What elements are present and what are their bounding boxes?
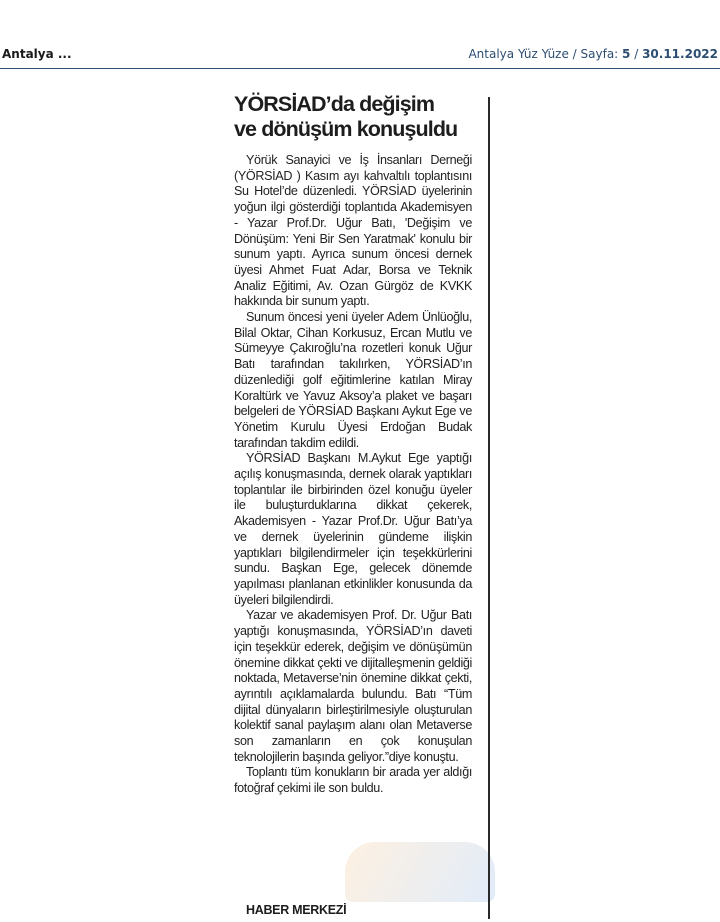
article-paragraph-5: Toplantı tüm konukların bir arada yer aldığı fotoğraf çekimi ile son buldu. xyxy=(234,765,472,796)
article-byline: HABER MERKEZİ xyxy=(246,903,347,917)
column-divider xyxy=(488,97,490,919)
page-header xyxy=(0,0,720,70)
article-paragraph-4: Yazar ve akademisyen Prof. Dr. Uğur Batı yaptığı konuşmasında, YÖRSİAD’ın daveti için teşekkür ederek, değişim ve dönüşümün önemine dikkat çekti ve dijitalleşmenin geldiği noktada, Metaverse’nin önemine dikkat çekti, ayrıntılı açıklamalarda bulundu. Batı “Tüm dijital dünyaların birleştirilmesiyle oluşturulan kolektif sanal paylaşım alanı olan Metaverse son zamanların en çok konuşulan teknolojilerin başında geliyor.”diye konuştu. xyxy=(234,608,472,764)
header-date: 30.11.2022 xyxy=(642,47,718,61)
headline-line-1: YÖRSİAD’da değişim xyxy=(234,92,435,116)
header-location: Antalya ... xyxy=(2,47,72,61)
header-divider xyxy=(0,68,720,69)
header-source-info xyxy=(468,47,718,61)
article-paragraph-3: YÖRSİAD Başkanı M.Aykut Ege yaptığı açılış konuşmasında, dernek olarak yaptıkları toplantılar ile birbirinden özel konuğu üyeler ile buluşturduklarına dikkat çekerek, Akademisyen - Yazar Prof.Dr. Uğur Batı’ya ve dernek üyelerinin gündeme ilişkin yaptıkları bilgilendirmeler için teşekkürlerini sundu. Başkan Ege, gelecek dönemde yapılması planlanan etkinlikler konusunda da üyeleri bilgilendirdi. xyxy=(234,451,472,607)
header-date-separator: / xyxy=(630,47,643,61)
article-paragraph-1: Yörük Sanayici ve İş İnsanları Derneği (YÖRSİAD ) Kasım ayı kahvaltılı toplantısını Su Hotel’de düzenledi. YÖRSİAD üyelerinin yoğun ilgi gösterdiği toplantıda Akademisyen - Yazar Prof.Dr. Uğur Batı, 'Değişim ve Dönüşüm: Yeni Bir Sen Yaratmak' konulu bir sunum yaptı. Ayrıca sunum öncesi dernek üyesi Ahmet Fuat Adar, Borsa ve Teknik Analiz Eğitimi, Av. Ozan Gürgöz de KVKK hakkında bir sunum yaptı. xyxy=(234,153,472,309)
header-source: Antalya Yüz Yüze / Sayfa: xyxy=(468,47,623,61)
headline-line-2: ve dönüşüm konuşuldu xyxy=(234,117,458,141)
header-page-number: 5 xyxy=(622,47,631,61)
watermark-logo xyxy=(345,842,495,902)
article-headline xyxy=(234,92,484,142)
article-paragraph-2: Sunum öncesi yeni üyeler Adem Ünlüoğlu, Bilal Oktar, Cihan Korkusuz, Ercan Mutlu ve Sümeyye Çakıroğlu’na rozetleri konuk Uğur Batı tarafından takılırken, YÖRSİAD’ın düzenlediği golf eğitimlerine katılan Miray Koraltürk ve Yavuz Aksoy’a plaket ve başarı belgeleri de YÖRSİAD Başkanı Aykut Ege ve Yönetim Kurulu Üyesi Erdoğan Budak tarafından takdim edildi. xyxy=(234,310,472,450)
article-body xyxy=(234,153,472,797)
